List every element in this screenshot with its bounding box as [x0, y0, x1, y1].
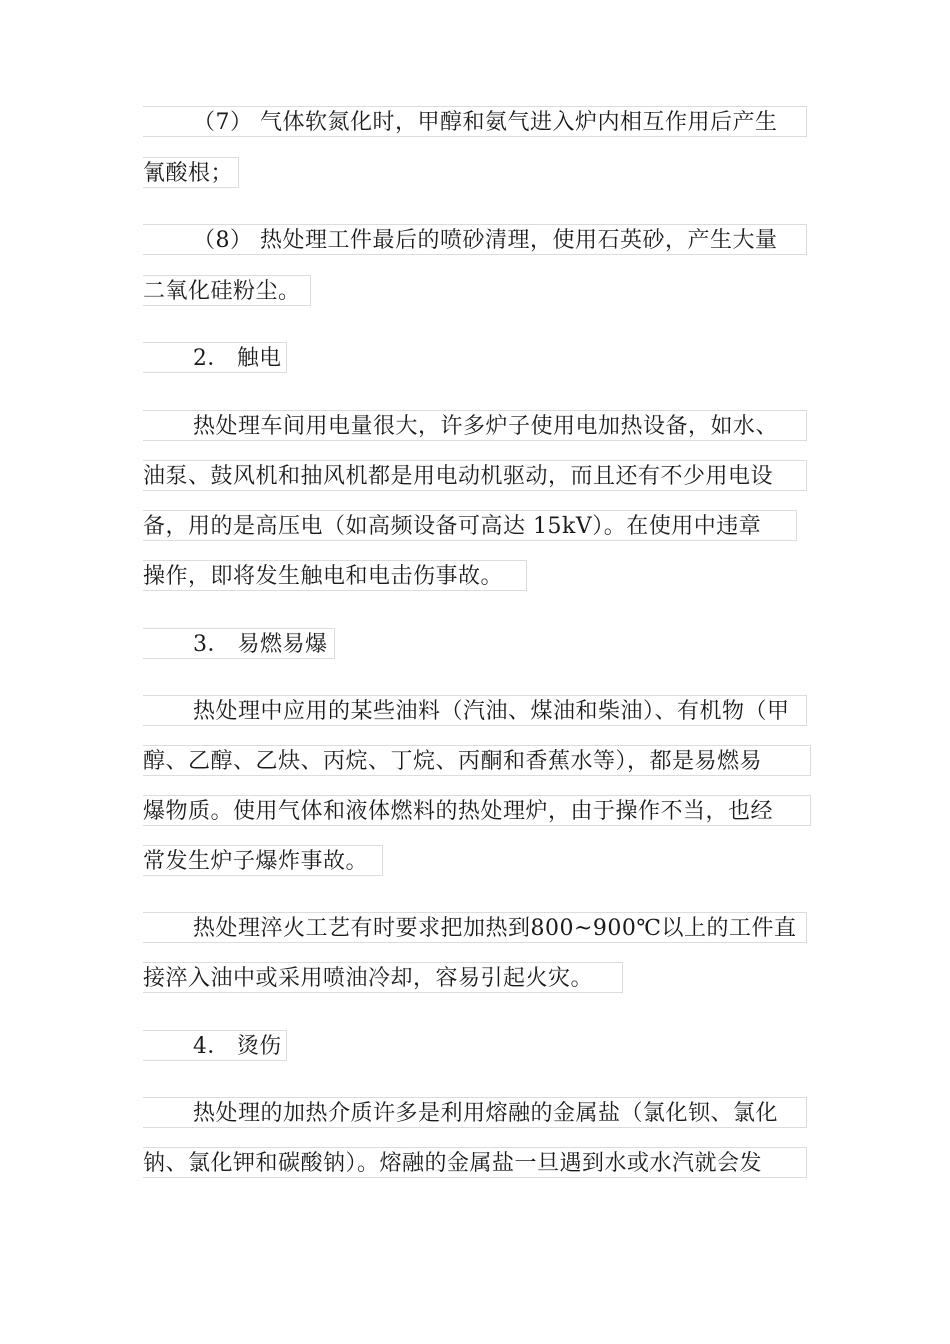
- line-text: （8） 热处理工件最后的喷砂清理，使用石英砂，产生大量: [193, 228, 778, 253]
- heading-text: 2． 触电: [193, 346, 282, 371]
- line-text: 油泵、鼓风机和抽风机都是用电动机驱动，而且还有不少用电设: [143, 464, 774, 489]
- paragraph-line: [143, 962, 623, 993]
- paragraph-line: [143, 106, 807, 137]
- paragraph-line: [143, 695, 807, 726]
- line-text: 热处理车间用电量很大，许多炉子使用电加热设备，如水、: [193, 414, 779, 439]
- line-text: 热处理中应用的某些油料（汽油、煤油和柴油）、有机物（甲: [193, 699, 790, 724]
- paragraph-line: [143, 157, 239, 188]
- line-text: 常发生炉子爆炸事故。: [143, 849, 369, 874]
- line-text: 操作，即将发生触电和电击伤事故。: [143, 564, 504, 589]
- section-heading-electric-shock: [143, 342, 287, 373]
- paragraph-line: [143, 510, 797, 541]
- paragraph-line: [143, 560, 527, 591]
- line-text: 热处理的加热介质许多是利用熔融的金属盐（氯化钡、氯化: [193, 1101, 779, 1126]
- line-text: 备，用的是高压电（如高频设备可高达 15kV）。在使用中违章: [143, 514, 762, 539]
- line-text: 热处理淬火工艺有时要求把加热到800~900℃以上的工件直: [193, 916, 797, 941]
- paragraph-line: [143, 745, 811, 776]
- section-heading-flammable: [143, 628, 335, 659]
- paragraph-line: [143, 795, 811, 826]
- line-text: 钠、氯化钾和碳酸钠）。熔融的金属盐一旦遇到水或水汽就会发: [143, 1151, 763, 1176]
- paragraph-line: [143, 460, 807, 491]
- paragraph-line: [143, 912, 807, 943]
- line-text: 醇、乙醇、乙炔、丙烷、丁烷、丙酮和香蕉水等），都是易燃易: [143, 749, 763, 774]
- line-text: （7） 气体软氮化时，甲醇和氨气进入炉内相互作用后产生: [193, 110, 778, 135]
- line-text: 氰酸根；: [143, 161, 234, 186]
- paragraph-line: [143, 1147, 807, 1178]
- heading-text: 3． 易燃易爆: [193, 632, 328, 657]
- paragraph-line: [143, 224, 807, 255]
- line-text: 二氧化硅粉尘。: [143, 279, 301, 304]
- paragraph-line: [143, 845, 383, 876]
- paragraph-line: [143, 410, 807, 441]
- paragraph-line: [143, 275, 311, 306]
- line-text: 接淬入油中或采用喷油冷却，容易引起火灾。: [143, 966, 594, 991]
- line-text: 爆物质。使用气体和液体燃料的热处理炉，由于操作不当，也经: [143, 799, 774, 824]
- paragraph-line: [143, 1097, 807, 1128]
- heading-text: 4． 烫伤: [193, 1034, 282, 1059]
- section-heading-burns: [143, 1030, 287, 1061]
